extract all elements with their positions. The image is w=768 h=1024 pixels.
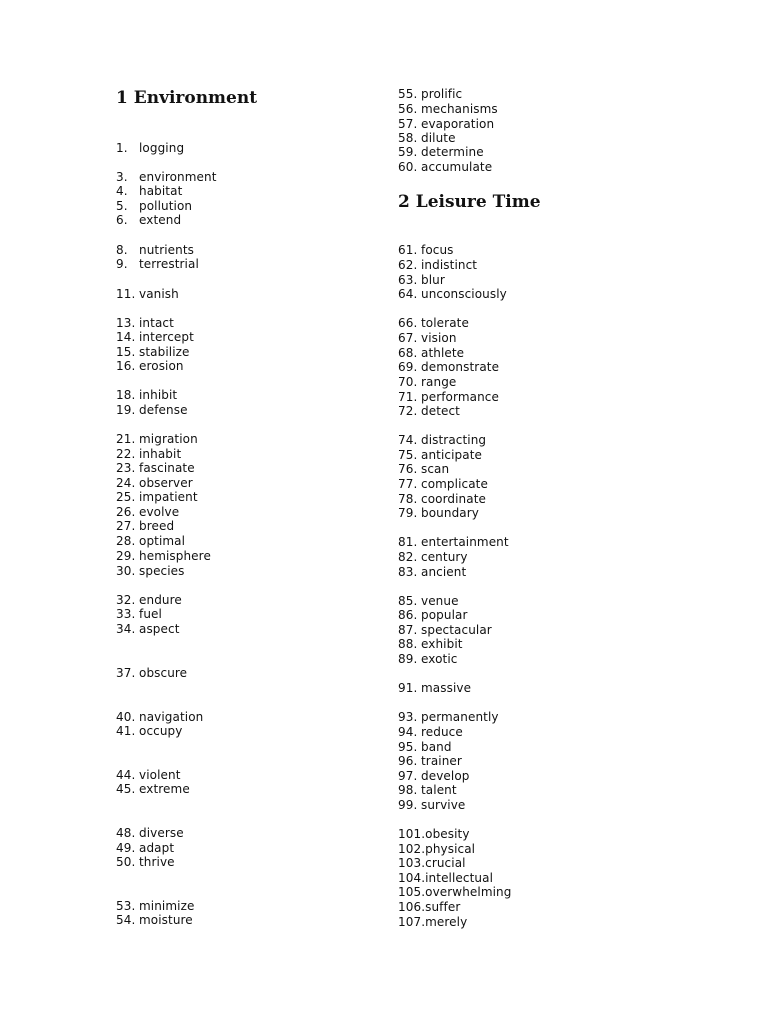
entry-number: 66. xyxy=(398,316,418,330)
entry-word: breed xyxy=(139,519,175,533)
entry-number: 34. xyxy=(116,622,136,636)
vocab-entry xyxy=(398,608,468,622)
entry-word: thrive xyxy=(139,855,175,869)
section-heading-leisure-time: 2 Leisure Time xyxy=(398,192,541,212)
vocab-entry xyxy=(116,432,198,446)
vocab-entry xyxy=(398,637,463,651)
vocab-entry xyxy=(398,375,456,389)
entry-number: 98. xyxy=(398,783,418,797)
entry-word: terrestrial xyxy=(139,257,199,271)
vocab-entry xyxy=(116,899,194,913)
vocab-entry xyxy=(398,623,492,637)
vocab-entry xyxy=(116,461,195,475)
vocab-entry xyxy=(116,782,190,796)
vocab-entry xyxy=(398,798,465,812)
entry-number: 37. xyxy=(116,666,136,680)
entry-word: trainer xyxy=(421,754,462,768)
vocab-entry xyxy=(398,477,488,491)
entry-number: 62. xyxy=(398,258,418,272)
entry-number: 106. xyxy=(398,900,426,914)
entry-word: moisture xyxy=(139,913,193,927)
vocab-entry xyxy=(398,390,499,404)
entry-word: defense xyxy=(139,403,188,417)
entry-word: range xyxy=(421,375,457,389)
entry-word: inhabit xyxy=(139,447,182,461)
entry-word: hemisphere xyxy=(139,549,211,563)
entry-word: pollution xyxy=(139,199,193,213)
vocab-entry xyxy=(116,184,182,198)
vocab-entry xyxy=(116,724,182,738)
entry-word: distracting xyxy=(421,433,487,447)
entry-word: talent xyxy=(421,783,457,797)
entry-number: 50. xyxy=(116,855,136,869)
vocab-entry xyxy=(116,666,187,680)
vocab-entry xyxy=(398,258,477,272)
entry-number: 91. xyxy=(398,681,418,695)
entry-word: merely xyxy=(425,915,468,929)
entry-word: popular xyxy=(421,608,468,622)
entry-word: crucial xyxy=(425,856,466,870)
entry-number: 69. xyxy=(398,360,418,374)
vocab-entry xyxy=(116,359,184,373)
entry-number: 23. xyxy=(116,461,136,475)
entry-number: 87. xyxy=(398,623,418,637)
entry-number: 63. xyxy=(398,273,418,287)
entry-number: 24. xyxy=(116,476,136,490)
entry-word: impatient xyxy=(139,490,198,504)
entry-number: 61. xyxy=(398,243,418,257)
entry-word: obscure xyxy=(139,666,188,680)
vocab-entry xyxy=(116,607,162,621)
entry-word: performance xyxy=(421,390,499,404)
entry-number: 99. xyxy=(398,798,418,812)
vocab-entry xyxy=(116,534,185,548)
entry-number: 13. xyxy=(116,316,136,330)
entry-number: 88. xyxy=(398,637,418,651)
vocab-entry xyxy=(116,710,203,724)
entry-number: 67. xyxy=(398,331,418,345)
entry-number: 6. xyxy=(116,213,128,227)
entry-word: extend xyxy=(139,213,182,227)
vocab-entry xyxy=(116,549,211,563)
entry-word: anticipate xyxy=(421,448,482,462)
entry-word: inhibit xyxy=(139,388,178,402)
entry-number: 71. xyxy=(398,390,418,404)
vocab-entry xyxy=(116,316,174,330)
vocab-entry xyxy=(116,913,193,927)
entry-number: 102. xyxy=(398,842,426,856)
vocab-entry xyxy=(398,102,498,116)
vocab-entry xyxy=(116,826,184,840)
vocab-entry xyxy=(116,287,179,301)
vocab-entry xyxy=(398,273,445,287)
vocab-entry xyxy=(398,856,466,870)
vocab-entry xyxy=(116,345,190,359)
entry-number: 14. xyxy=(116,330,136,344)
entry-word: develop xyxy=(421,769,470,783)
entry-number: 76. xyxy=(398,462,418,476)
entry-word: evolve xyxy=(139,505,180,519)
entry-number: 9. xyxy=(116,257,128,271)
entry-number: 74. xyxy=(398,433,418,447)
vocab-entry xyxy=(116,855,175,869)
vocab-entry xyxy=(398,535,509,549)
entry-number: 70. xyxy=(398,375,418,389)
vocab-entry xyxy=(398,316,469,330)
entry-number: 64. xyxy=(398,287,418,301)
entry-word: occupy xyxy=(139,724,183,738)
entry-number: 27. xyxy=(116,519,136,533)
entry-word: massive xyxy=(421,681,472,695)
entry-word: nutrients xyxy=(139,243,195,257)
vocab-entry xyxy=(116,330,194,344)
entry-number: 45. xyxy=(116,782,136,796)
entry-number: 101. xyxy=(398,827,426,841)
entry-word: ancient xyxy=(421,565,467,579)
vocab-entry xyxy=(116,476,193,490)
entry-word: suffer xyxy=(425,900,461,914)
entry-word: survive xyxy=(421,798,466,812)
entry-word: spectacular xyxy=(421,623,492,637)
entry-word: accumulate xyxy=(421,160,493,174)
vocab-entry xyxy=(116,199,192,213)
vocab-entry xyxy=(116,388,177,402)
vocab-entry xyxy=(398,740,452,754)
entry-word: unconsciously xyxy=(421,287,507,301)
entry-number: 11. xyxy=(116,287,136,301)
entry-word: diverse xyxy=(139,826,184,840)
entry-number: 21. xyxy=(116,432,136,446)
entry-number: 56. xyxy=(398,102,418,116)
entry-word: optimal xyxy=(139,534,186,548)
entry-word: venue xyxy=(421,594,459,608)
entry-word: vanish xyxy=(139,287,179,301)
entry-word: migration xyxy=(139,432,198,446)
vocab-entry xyxy=(398,448,482,462)
vocab-entry xyxy=(398,492,486,506)
entry-word: fuel xyxy=(139,607,162,621)
entry-number: 19. xyxy=(116,403,136,417)
vocab-entry xyxy=(116,505,179,519)
entry-number: 82. xyxy=(398,550,418,564)
entry-number: 44. xyxy=(116,768,136,782)
vocab-entry xyxy=(398,117,494,131)
entry-word: erosion xyxy=(139,359,184,373)
entry-number: 60. xyxy=(398,160,418,174)
entry-number: 54. xyxy=(116,913,136,927)
entry-word: observer xyxy=(139,476,193,490)
vocab-entry xyxy=(398,433,486,447)
vocab-entry xyxy=(116,593,182,607)
vocab-entry xyxy=(398,145,484,159)
entry-number: 1. xyxy=(116,141,128,155)
entry-number: 72. xyxy=(398,404,418,418)
entry-word: blur xyxy=(421,273,445,287)
entry-word: stabilize xyxy=(139,345,190,359)
vocab-entry xyxy=(398,842,475,856)
entry-word: logging xyxy=(139,141,185,155)
entry-word: athlete xyxy=(421,346,465,360)
entry-word: century xyxy=(421,550,468,564)
section-heading-environment: 1 Environment xyxy=(116,88,258,108)
entry-word: entertainment xyxy=(421,535,509,549)
vocab-entry xyxy=(398,360,499,374)
entry-word: exotic xyxy=(421,652,458,666)
entry-word: minimize xyxy=(139,899,195,913)
entry-number: 105. xyxy=(398,885,426,899)
vocab-entry xyxy=(398,915,467,929)
vocab-entry xyxy=(116,141,184,155)
entry-number: 40. xyxy=(116,710,136,724)
vocab-entry xyxy=(398,346,464,360)
entry-number: 103. xyxy=(398,856,426,870)
entry-word: intercept xyxy=(139,330,194,344)
entry-word: aspect xyxy=(139,622,180,636)
entry-number: 89. xyxy=(398,652,418,666)
entry-number: 4. xyxy=(116,184,128,198)
entry-word: demonstrate xyxy=(421,360,500,374)
vocab-entry xyxy=(398,710,499,724)
vocab-entry xyxy=(116,257,199,271)
entry-word: mechanisms xyxy=(421,102,498,116)
entry-number: 85. xyxy=(398,594,418,608)
entry-number: 83. xyxy=(398,565,418,579)
entry-number: 97. xyxy=(398,769,418,783)
entry-number: 95. xyxy=(398,740,418,754)
entry-number: 59. xyxy=(398,145,418,159)
vocab-entry xyxy=(116,519,174,533)
entry-word: focus xyxy=(421,243,454,257)
entry-number: 53. xyxy=(116,899,136,913)
vocab-entry xyxy=(116,564,185,578)
entry-word: adapt xyxy=(139,841,175,855)
vocab-entry xyxy=(116,403,188,417)
entry-word: violent xyxy=(139,768,181,782)
entry-word: dilute xyxy=(421,131,456,145)
entry-number: 29. xyxy=(116,549,136,563)
entry-word: overwhelming xyxy=(425,885,512,899)
entry-number: 78. xyxy=(398,492,418,506)
entry-number: 68. xyxy=(398,346,418,360)
entry-number: 5. xyxy=(116,199,128,213)
vocab-entry xyxy=(398,462,449,476)
entry-word: tolerate xyxy=(421,316,469,330)
entry-word: coordinate xyxy=(421,492,487,506)
entry-number: 48. xyxy=(116,826,136,840)
vocab-entry xyxy=(398,900,460,914)
entry-word: scan xyxy=(421,462,450,476)
entry-word: permanently xyxy=(421,710,499,724)
entry-word: reduce xyxy=(421,725,463,739)
entry-number: 94. xyxy=(398,725,418,739)
entry-word: exhibit xyxy=(421,637,463,651)
entry-word: physical xyxy=(425,842,476,856)
entry-number: 26. xyxy=(116,505,136,519)
vocab-entry xyxy=(398,565,466,579)
entry-word: navigation xyxy=(139,710,204,724)
entry-word: extreme xyxy=(139,782,190,796)
entry-number: 25. xyxy=(116,490,136,504)
entry-number: 3. xyxy=(116,170,128,184)
entry-number: 77. xyxy=(398,477,418,491)
vocab-entry xyxy=(116,213,181,227)
entry-word: boundary xyxy=(421,506,479,520)
entry-word: species xyxy=(139,564,185,578)
vocab-entry xyxy=(398,331,457,345)
vocab-entry xyxy=(398,783,457,797)
entry-word: vision xyxy=(421,331,457,345)
entry-number: 15. xyxy=(116,345,136,359)
vocab-entry xyxy=(116,170,217,184)
entry-number: 41. xyxy=(116,724,136,738)
entry-word: intellectual xyxy=(425,871,493,885)
entry-word: obesity xyxy=(425,827,470,841)
entry-number: 93. xyxy=(398,710,418,724)
entry-word: intact xyxy=(139,316,174,330)
entry-number: 96. xyxy=(398,754,418,768)
vocab-entry xyxy=(398,754,462,768)
entry-word: fascinate xyxy=(139,461,195,475)
vocab-entry xyxy=(116,622,180,636)
vocab-entry xyxy=(116,243,194,257)
vocab-entry xyxy=(398,769,469,783)
vocab-entry xyxy=(398,871,493,885)
entry-word: habitat xyxy=(139,184,183,198)
entry-number: 104. xyxy=(398,871,426,885)
entry-number: 57. xyxy=(398,117,418,131)
vocab-entry xyxy=(116,447,181,461)
vocab-entry xyxy=(116,841,174,855)
entry-number: 81. xyxy=(398,535,418,549)
entry-word: determine xyxy=(421,145,484,159)
entry-number: 8. xyxy=(116,243,128,257)
vocab-entry xyxy=(398,87,462,101)
vocab-entry xyxy=(398,506,479,520)
entry-word: band xyxy=(421,740,452,754)
vocab-entry xyxy=(398,827,470,841)
entry-word: evaporation xyxy=(421,117,495,131)
entry-word: indistinct xyxy=(421,258,478,272)
vocab-entry xyxy=(398,725,463,739)
vocab-entry xyxy=(398,131,456,145)
vocab-entry xyxy=(398,550,468,564)
vocab-entry xyxy=(398,885,511,899)
entry-number: 33. xyxy=(116,607,136,621)
vocab-entry xyxy=(398,160,492,174)
entry-word: prolific xyxy=(421,87,463,101)
entry-word: endure xyxy=(139,593,182,607)
entry-number: 30. xyxy=(116,564,136,578)
entry-number: 16. xyxy=(116,359,136,373)
vocab-entry xyxy=(116,490,198,504)
entry-number: 55. xyxy=(398,87,418,101)
vocab-entry xyxy=(398,404,460,418)
vocab-entry xyxy=(398,287,507,301)
vocab-entry xyxy=(398,594,459,608)
entry-word: detect xyxy=(421,404,460,418)
vocab-entry xyxy=(398,652,457,666)
vocab-entry xyxy=(116,768,181,782)
entry-number: 32. xyxy=(116,593,136,607)
entry-number: 49. xyxy=(116,841,136,855)
entry-word: complicate xyxy=(421,477,488,491)
entry-word: environment xyxy=(139,170,217,184)
entry-number: 79. xyxy=(398,506,418,520)
vocab-entry xyxy=(398,243,454,257)
entry-number: 75. xyxy=(398,448,418,462)
entry-number: 58. xyxy=(398,131,418,145)
entry-number: 107. xyxy=(398,915,426,929)
entry-number: 86. xyxy=(398,608,418,622)
entry-number: 28. xyxy=(116,534,136,548)
entry-number: 22. xyxy=(116,447,136,461)
vocab-entry xyxy=(398,681,471,695)
entry-number: 18. xyxy=(116,388,136,402)
